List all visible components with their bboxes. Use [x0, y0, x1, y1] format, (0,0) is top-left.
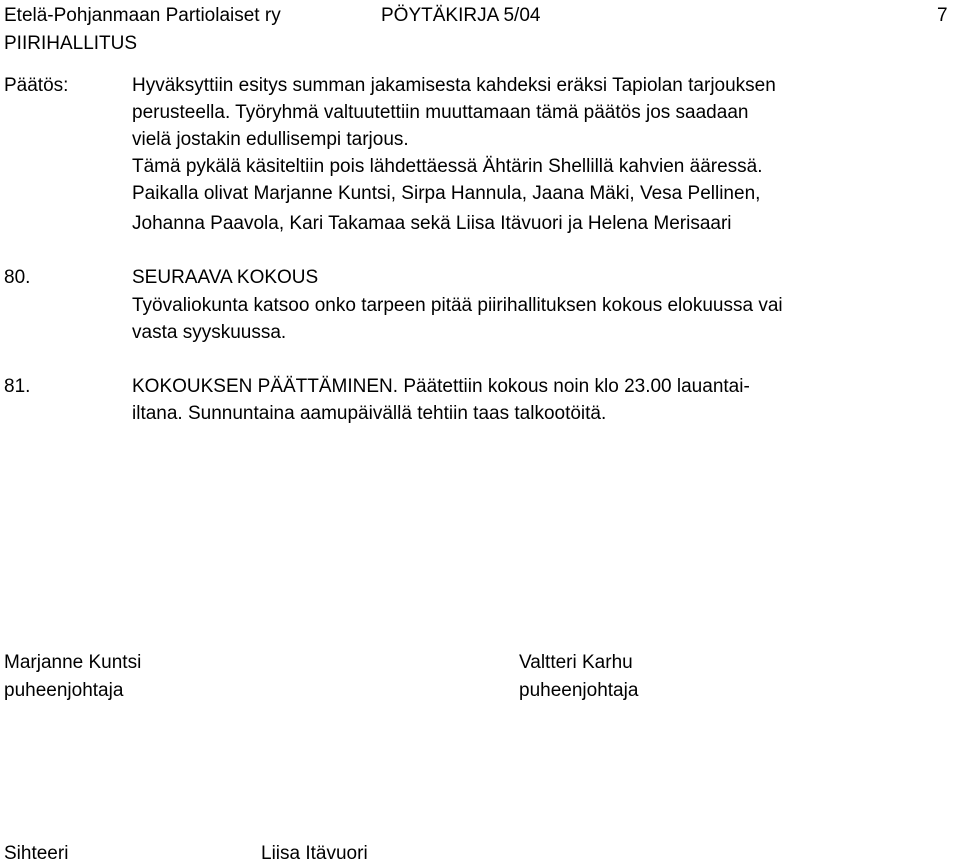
item-80-text-line: Työvaliokunta katsoo onko tarpeen pitää piirihallituksen kokous elokuussa vai — [132, 295, 783, 316]
document-title: PÖYTÄKIRJA 5/04 — [381, 5, 541, 26]
item-80-number: 80. — [4, 267, 31, 288]
decision-line: Johanna Paavola, Kari Takamaa sekä Liisa Itävuori ja Helena Merisaari — [132, 213, 732, 234]
decision-line: perusteella. Työryhmä valtuutettiin muuttamaan tämä päätös jos saadaan — [132, 102, 749, 123]
secretary-label: Sihteeri — [4, 843, 69, 864]
item-81-text-line: iltana. Sunnuntaina aamupäivällä tehtiin taas talkootöitä. — [132, 403, 607, 424]
decision-line: Hyväksyttiin esitys summan jakamisesta kahdeksi eräksi Tapiolan tarjouksen — [132, 75, 776, 96]
page-number: 7 — [937, 5, 948, 26]
board-name: PIIRIHALLITUS — [4, 33, 138, 54]
decision-line: Paikalla olivat Marjanne Kuntsi, Sirpa Hannula, Jaana Mäki, Vesa Pellinen, — [132, 183, 761, 204]
signature-left-role: puheenjohtaja — [4, 680, 124, 701]
signature-left-name: Marjanne Kuntsi — [4, 652, 142, 673]
item-81-text-line: KOKOUKSEN PÄÄTTÄMINEN. Päätettiin kokous noin klo 23.00 lauantai- — [132, 376, 750, 397]
item-80-text-line: vasta syyskuussa. — [132, 322, 287, 343]
secretary-name: Liisa Itävuori — [261, 843, 368, 864]
decision-label: Päätös: — [4, 75, 69, 96]
signature-right-role: puheenjohtaja — [519, 680, 639, 701]
decision-line: vielä jostakin edullisempi tarjous. — [132, 129, 409, 150]
decision-line: Tämä pykälä käsiteltiin pois lähdettäessä Ähtärin Shellillä kahvien ääressä. — [132, 156, 763, 177]
item-80-title: SEURAAVA KOKOUS — [132, 267, 319, 288]
item-81-number: 81. — [4, 376, 31, 397]
organization-name: Etelä-Pohjanmaan Partiolaiset ry — [4, 5, 281, 26]
signature-right-name: Valtteri Karhu — [519, 652, 633, 673]
